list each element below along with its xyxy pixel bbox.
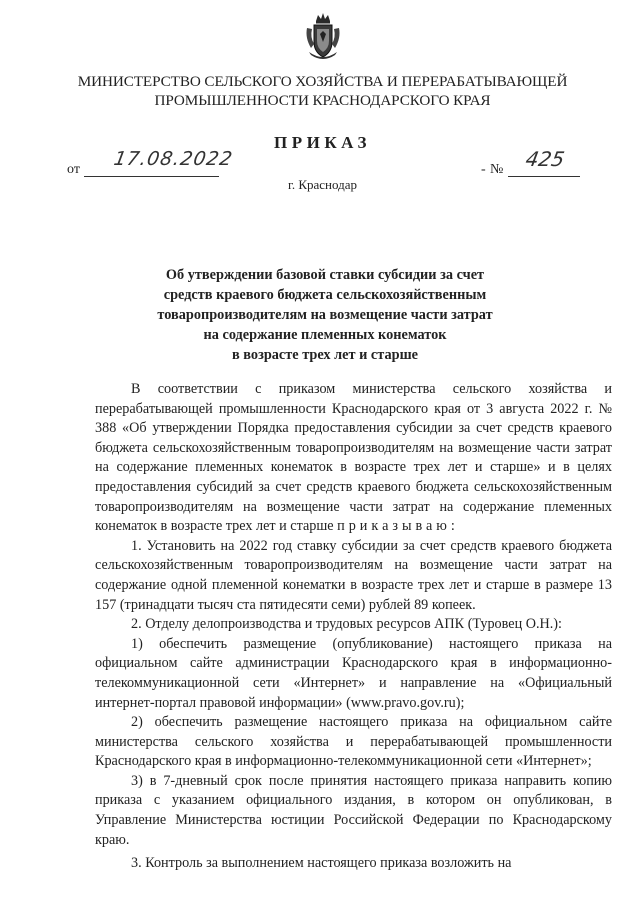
preamble-text: В соответствии с приказом министерства сельского хозяйства и перерабатывающей промышленности Краснодарского края от 3 августа 2022 г. № 388 «Об утверждении Порядка предоставления субсидии за счет средств краевого бюджета сельскохозяйственным товаропроизводителям на возмещение части затрат на содержание племенных конематок в возрасте трех лет и старше» и в целях предоставления субсидий за счет средств краевого бюджета сельскохозяйственным товаропроизводителям на возмещение части затрат на содержание племенных конематок в возрасте трех лет и старше	[95, 381, 612, 535]
from-label: от	[67, 162, 80, 177]
order-subject	[150, 265, 500, 365]
coat-of-arms-icon	[303, 12, 343, 62]
item-3: 3. Контроль за выполнением настоящего приказа возложить на	[131, 855, 512, 872]
item-1: 1. Установить на 2022 год ставку субсидии за счет средств краевого бюджета сельскохозяйственным товаропроизводителям на возмещение части затрат на содержание одной племенной конематки в возрасте трех лет и старше в размере 13 157 (тринадцати тысяч ста пятидесяти семи) рублей 89 копеек.	[95, 537, 612, 613]
order-body	[95, 380, 612, 874]
ministry-name	[60, 72, 585, 110]
item-2: 2. Отделу делопроизводства и трудовых ресурсов АПК (Туровец О.Н.):	[131, 616, 562, 633]
subject-line-2: средств краевого бюджета сельскохозяйственным	[163, 287, 487, 303]
subject-line-5: в возрасте трех лет и старше	[232, 347, 418, 363]
subject-line-4: на содержание племенных конематок	[203, 327, 447, 343]
number-label: №	[490, 162, 504, 177]
order-title: ПРИКАЗ	[274, 133, 371, 152]
subject-line-1: Об утверждении базовой ставки субсидии за счет	[165, 267, 485, 283]
order-date: 17.08.2022	[112, 148, 235, 170]
preamble-paragraph	[95, 380, 612, 537]
number-dash: -	[481, 162, 486, 177]
item-2-1: 1) обеспечить размещение (опубликование) настоящего приказа на официальном сайте администрации Краснодарского края в информационно-телекоммуникационной сети «Интернет» и направление на «Официальный интернет-портал правовой информации» (www.pravo.gov.ru);	[95, 635, 612, 711]
ministry-line-1: МИНИСТЕРСТВО СЕЛЬСКОГО ХОЗЯЙСТВА И ПЕРЕРАБАТЫВАЮЩЕЙ	[77, 73, 568, 90]
order-number: 425	[523, 147, 567, 171]
order-city: г. Краснодар	[287, 177, 358, 192]
subject-line-3: товаропроизводителям на возмещение части затрат	[157, 307, 493, 323]
decree-word: приказываю:	[337, 518, 459, 535]
item-2-2: 2) обеспечить размещение настоящего приказа на официальном сайте министерства сельского хозяйства и перерабатывающей промышленности Краснодарского края в информационно-телекоммуникационной сети «Интернет»;	[95, 714, 612, 770]
item-2-3: 3) в 7-дневный срок после принятия настоящего приказа направить копию приказа с указанием официального издания, в котором он опубликован, в Управление Министерства юстиции Российской Федерации по Краснодарскому краю.	[95, 772, 612, 848]
ministry-line-2: ПРОМЫШЛЕННОСТИ КРАСНОДАРСКОГО КРАЯ	[154, 92, 491, 109]
